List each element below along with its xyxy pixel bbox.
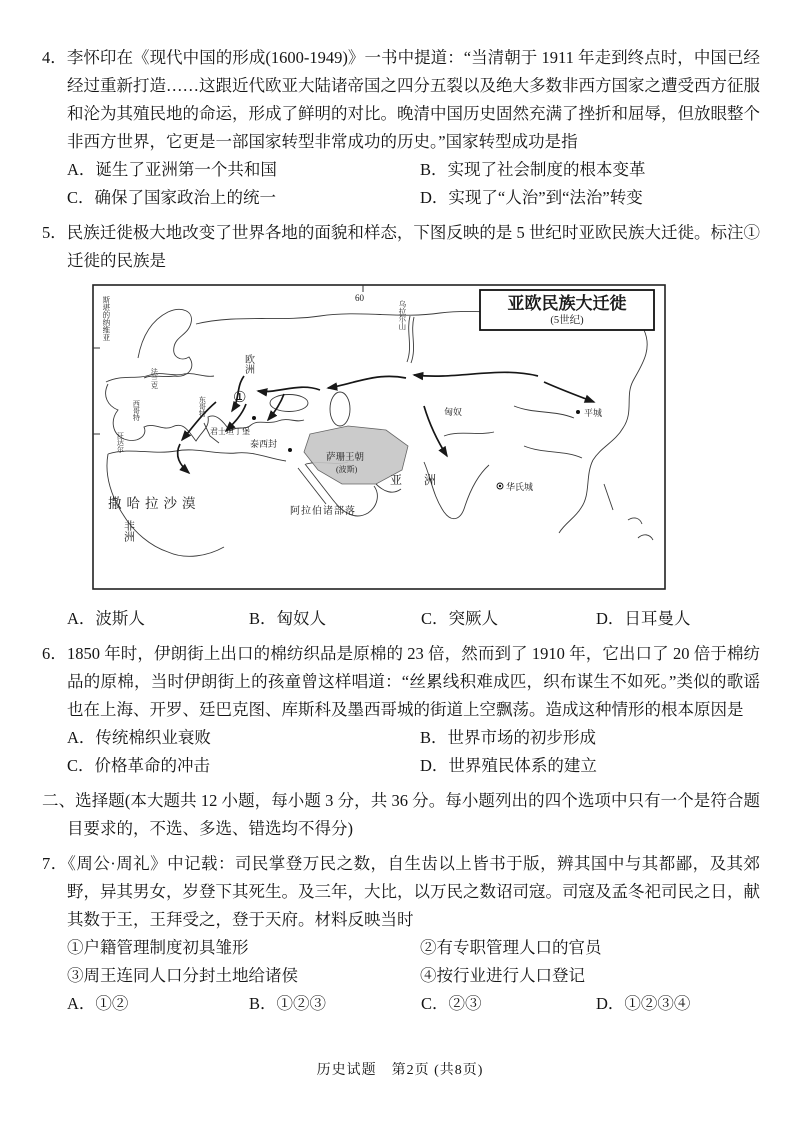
question-5-stem [42,219,760,275]
map-label-scandinavia: 斯堪的纳维亚 [102,296,111,341]
map-label-pataliputra: 华氏城 [506,482,534,492]
question-4-options [42,156,760,212]
question-5-text: 民族迁徙极大地改变了世界各地的面貌和样态，下图反映的是 5 世纪时亚欧民族大迁徙。标注①迁徙的民族是 [66,223,761,270]
question-7-items [42,934,760,990]
map-label-ural: 乌拉尔山 [398,300,407,330]
option-d: D．①②③④ [596,994,691,1013]
map-label-sahara: 撒哈拉沙漠 [108,496,201,511]
question-6 [42,640,760,780]
page-footer: 历史试题 第2页 (共8页) [316,1063,484,1078]
question-7-options [42,990,760,1018]
question-4-stem [42,44,760,156]
ctesiphon-dot [288,448,292,452]
question-4-number: 4． [42,48,67,67]
option-a: A．诞生了亚洲第一个共和国 [67,160,277,179]
map-longitude-label: 60 [355,293,364,303]
option-c: C．价格革命的冲击 [67,756,211,775]
option-a: A．①② [67,994,129,1013]
option-b: B．实现了社会制度的根本变革 [420,160,646,179]
section-2-text: 二、选择题(本大题共 12 小题，每小题 3 分，共 36 分。每小题列出的四个选项中只有一个是符合题目要求的，不选、多选、错选均不得分) [42,791,760,838]
map-label-sassanid: 萨珊王朝 [326,453,365,463]
option-b: B．①②③ [249,994,327,1013]
question-6-text: 1850 年时，伊朗街上出口的棉纺织品是原棉的 23 倍，然而到了 1910 年，它出口了 20 倍于棉纺品的原棉，当时伊朗街上的孩童曾这样唱道：“丝累线积难成匹，织布谋生不如死。”类似的歌谣也在上海、开罗、廷巴克图、库斯科及墨西哥城的街道上空飘荡。造成这种情形的根本原因是 [66,644,761,719]
option-a: A．波斯人 [67,609,145,628]
question-7 [42,850,760,1018]
question-7-number: 7． [42,854,68,873]
map-title: 亚欧民族大迁徙 [507,294,627,313]
item-3: ③周王连同人口分封土地给诸侯 [67,966,298,985]
option-b: B．世界市场的初步形成 [420,728,597,747]
question-7-text: 《周公·周礼》中记载：司民掌登万民之数，自生齿以上皆书于版，辨其国中与其都鄙，及其郊野，异其男女，岁登下其死生。及三年，大比，以万民之数诏司寇。司寇及孟冬祀司民之日，献其数于王，王拜受之，登于天府。材料反映当时 [67,854,761,929]
question-6-options [42,724,760,780]
option-b: B．匈奴人 [249,609,327,628]
question-6-stem [42,640,760,724]
item-4: ④按行业进行人口登记 [420,966,585,985]
map-label-franks: 法兰克 [150,368,159,389]
map-label-xiongnu: 匈奴 [444,407,463,417]
migration-map-figure [92,284,666,599]
item-1: ①户籍管理制度初具雏形 [67,938,249,957]
section-2-header [42,787,760,843]
option-c: C．确保了国家政治上的统一 [67,188,277,207]
map-marker-1: ① [233,390,247,406]
map-label-constantinople: 君士坦丁堡 [210,427,250,436]
question-5-options [42,605,760,633]
option-d: D．实现了“人治”到“法治”转变 [420,188,643,207]
map-label-persia: (波斯) [336,465,358,474]
option-c: C．突厥人 [421,609,499,628]
map-label-vandal: 汪达尔 [116,432,125,453]
map-label-arab: 阿拉伯诸部落 [290,506,356,517]
pingcheng-dot [576,410,580,414]
question-5 [42,219,760,633]
constantinople-dot [252,416,256,420]
map-subtitle: (5世纪) [550,315,584,326]
option-a: A．传统棉织业衰败 [67,728,211,747]
map-label-pingcheng: 平城 [584,408,603,418]
question-4-text: 李怀印在《现代中国的形成(1600-1949)》一书中提道：“当清朝于 1911 年走到终点时，中国已经经过重新打造……这跟近代欧亚大陆诸帝国之四分五裂以及绝大多数非西方国家之遭受西方征服和沦为其殖民地的命运，形成了鲜明的对比。晚清中国历史固然充满了挫折和屈辱，但放眼整个非西方世界，它更是一部国家转型非常成功的历史。”国家转型成功是指 [66,48,760,151]
item-2: ②有专职管理人口的官员 [420,938,602,957]
map-label-ostrogoth: 东哥特 [198,396,207,417]
option-d: D．世界殖民体系的建立 [420,756,597,775]
migration-map [92,284,666,590]
map-label-asia: 亚 洲 [390,473,442,487]
option-c: C．②③ [421,994,482,1013]
pataliputra-dot [499,485,501,487]
map-label-ctesiphon: 泰西封 [250,439,278,449]
map-label-africa: 非洲 [122,520,135,542]
map-label-europe: 欧洲 [242,354,254,374]
map-label-visigoth: 西哥特 [132,400,141,421]
question-4 [42,44,760,212]
question-6-number: 6． [42,644,67,663]
question-7-stem [42,850,760,934]
option-d: D．日耳曼人 [596,609,691,628]
question-5-number: 5． [42,223,67,242]
